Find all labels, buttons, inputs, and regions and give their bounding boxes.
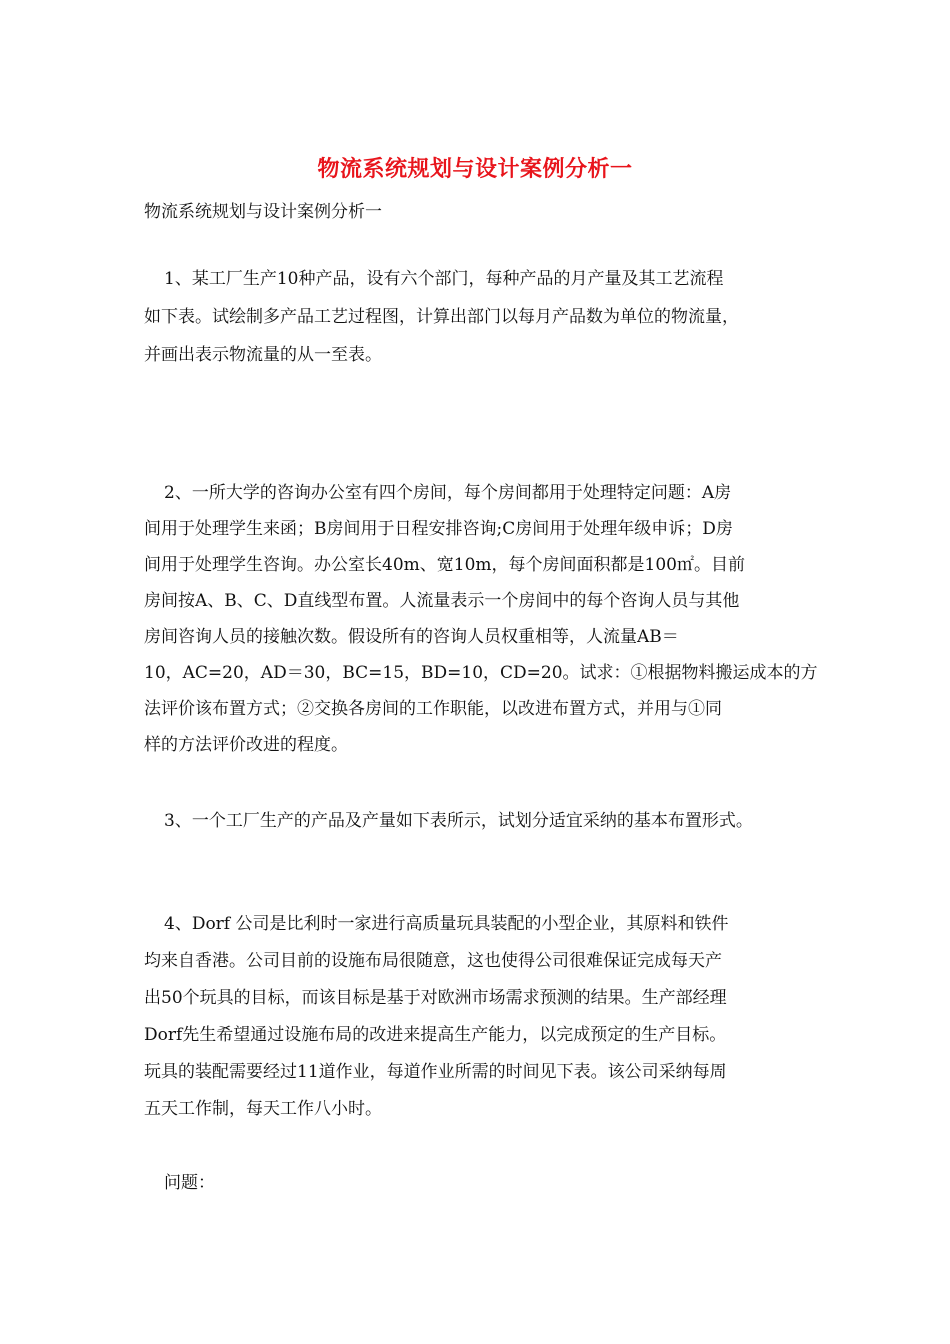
- question-3-line-1: 3、一个工厂生产的产品及产量如下表所示，试划分适宜采纳的基本布置形式。: [164, 811, 753, 831]
- question-2-line-3: 间用于处理学生咨询。办公室长40m、宽10m，每个房间面积都是100㎡。目前: [144, 555, 745, 575]
- document-subtitle: 物流系统规划与设计案例分析一: [144, 202, 382, 222]
- question-4-line-4: Dorf先生希望通过设施布局的改进来提高生产能力，以完成预定的生产目标。: [144, 1025, 727, 1045]
- question-2-line-4: 房间按A、B、C、D直线型布置。人流量表示一个房间中的每个咨询人员与其他: [144, 591, 740, 611]
- question-2-line-6: 10，AC=20，AD＝30，BC=15，BD=10，CD=20。试求：①根据物料搬运成本的方: [144, 663, 818, 683]
- question-2-line-7: 法评价该布置方式；②交换各房间的工作职能，以改进布置方式，并用与①同: [144, 699, 722, 719]
- question-4-line-3: 出50个玩具的目标，而该目标是基于对欧洲市场需求预测的结果。生产部经理: [144, 988, 727, 1008]
- question-4-line-1: 4、Dorf 公司是比利时一家进行高质量玩具装配的小型企业，其原料和铁件: [164, 914, 729, 934]
- question-4-line-6: 五天工作制，每天工作八小时。: [144, 1099, 382, 1119]
- document-title: 物流系统规划与设计案例分析一: [317, 156, 633, 182]
- question-2-line-5: 房间咨询人员的接触次数。假设所有的咨询人员权重相等，人流量AB＝: [144, 627, 679, 647]
- question-4-line-2: 均来自香港。公司目前的设施布局很随意，这也使得公司很难保证完成每天产: [144, 951, 722, 971]
- question-2-line-8: 样的方法评价改进的程度。: [144, 735, 348, 755]
- question-2-line-1: 2、一所大学的咨询办公室有四个房间，每个房间都用于处理特定问题：A房: [164, 483, 732, 503]
- question-1-line-1: 1、某工厂生产10种产品，设有六个部门，每种产品的月产量及其工艺流程: [164, 269, 724, 289]
- question-4-line-5: 玩具的装配需要经过11道作业，每道作业所需的时间见下表。该公司采纳每周: [144, 1062, 727, 1082]
- question-1-line-2: 如下表。试绘制多产品工艺过程图，计算出部门以每月产品数为单位的物流量，: [144, 307, 739, 327]
- question-label: 问题：: [164, 1173, 215, 1193]
- question-1-line-3: 并画出表示物流量的从一至表。: [144, 345, 382, 365]
- question-2-line-2: 间用于处理学生来函；B房间用于日程安排咨询;C房间用于处理年级申诉；D房: [144, 519, 733, 539]
